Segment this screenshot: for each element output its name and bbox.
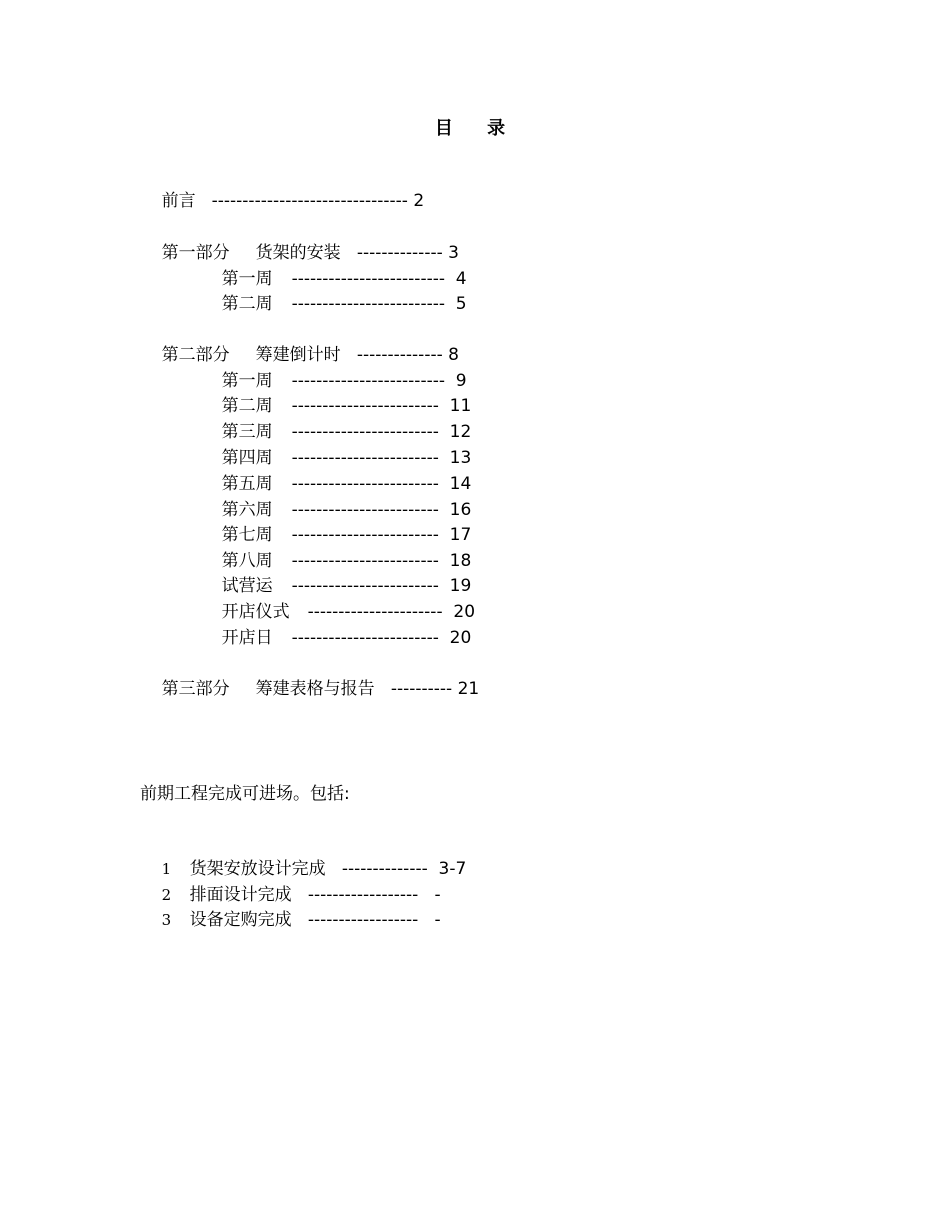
toc-page-number: 9 (455, 371, 467, 391)
toc-title: 目 录 (434, 118, 520, 139)
toc-page-number: 18 (449, 551, 472, 571)
item-number: 1 (161, 860, 172, 878)
toc-leader: -------------- (341, 859, 428, 879)
toc-part-label: 第一部分 (161, 243, 230, 263)
toc-entry-label: 试营运 (221, 576, 273, 596)
toc-leader: ------------------------- (291, 269, 445, 289)
toc-page-number: 16 (449, 500, 472, 520)
toc-leader: ------------------------ (291, 422, 439, 442)
toc-leader: ------------------------- (291, 371, 445, 391)
toc-part-title: 筹建表格与报告 (255, 679, 375, 699)
toc-entry-label: 第二周 (221, 294, 273, 314)
item-text: 设备定购完成 (189, 910, 292, 930)
toc-entry-label: 第四周 (221, 448, 273, 468)
toc-entry-label: 开店日 (221, 628, 273, 648)
toc-leader: ------------------ (307, 910, 419, 930)
toc-page-number: 20 (453, 602, 476, 622)
toc-leader: ------------------------ (291, 628, 439, 648)
toc-entry-label: 第三周 (221, 422, 273, 442)
toc-page-number: 11 (449, 396, 472, 416)
toc-entry-label: 第一周 (221, 269, 273, 289)
toc-page-number: 4 (455, 269, 467, 289)
item-number: 3 (161, 911, 172, 929)
toc-page-number: 2 (413, 191, 425, 211)
toc-entry-label: 第一周 (221, 371, 273, 391)
toc-entry-label: 第二周 (221, 396, 273, 416)
toc-leader: ------------------------ (291, 500, 439, 520)
preconditions-intro: 前期工程完成可进场。包括: (140, 784, 350, 804)
toc-leader: -------------- (356, 243, 443, 263)
item-page: - (434, 885, 441, 905)
toc-leader: ------------------------ (291, 448, 439, 468)
toc-leader: ---------- (390, 679, 453, 699)
toc-leader: -------------------------------- (211, 191, 408, 211)
item-page: - (434, 910, 441, 930)
toc-page-number: 19 (449, 576, 472, 596)
toc-leader: ------------------------- (291, 294, 445, 314)
toc-entry-label: 第五周 (221, 474, 273, 494)
item-page: 3-7 (438, 859, 467, 879)
toc-leader: ------------------------ (291, 576, 439, 596)
toc-part-title: 筹建倒计时 (255, 345, 341, 365)
toc-leader: ---------------------- (307, 602, 443, 622)
toc-entry-label: 开店仪式 (221, 602, 290, 622)
toc-page-number: 8 (448, 345, 459, 365)
toc-part-3 (140, 653, 479, 725)
item-text: 排面设计完成 (189, 885, 292, 905)
toc-entry-label: 第八周 (221, 551, 273, 571)
toc-page-number: 3 (448, 243, 459, 263)
toc-entry-label: 第七周 (221, 525, 273, 545)
toc-entry-label: 前言 (161, 191, 196, 211)
toc-leader: ------------------------ (291, 551, 439, 571)
precondition-item (140, 884, 441, 956)
toc-entry-label: 第六周 (221, 500, 273, 520)
toc-part-label: 第二部分 (161, 345, 230, 365)
toc-page-number: 12 (449, 422, 472, 442)
toc-leader: ------------------------ (291, 474, 439, 494)
item-text: 货架安放设计完成 (189, 859, 326, 879)
toc-part-label: 第三部分 (161, 679, 230, 699)
toc-page-number: 17 (449, 525, 472, 545)
toc-part-title: 货架的安装 (255, 243, 341, 263)
toc-page-number: 14 (449, 474, 472, 494)
item-number: 2 (161, 886, 172, 904)
toc-leader: ------------------------ (291, 525, 439, 545)
toc-page-number: 20 (449, 628, 472, 648)
toc-page-number: 21 (457, 679, 480, 699)
toc-leader: ------------------ (307, 885, 419, 905)
toc-leader: ------------------------ (291, 396, 439, 416)
toc-leader: -------------- (356, 345, 443, 365)
toc-page-number: 5 (455, 294, 467, 314)
toc-page-number: 13 (449, 448, 472, 468)
